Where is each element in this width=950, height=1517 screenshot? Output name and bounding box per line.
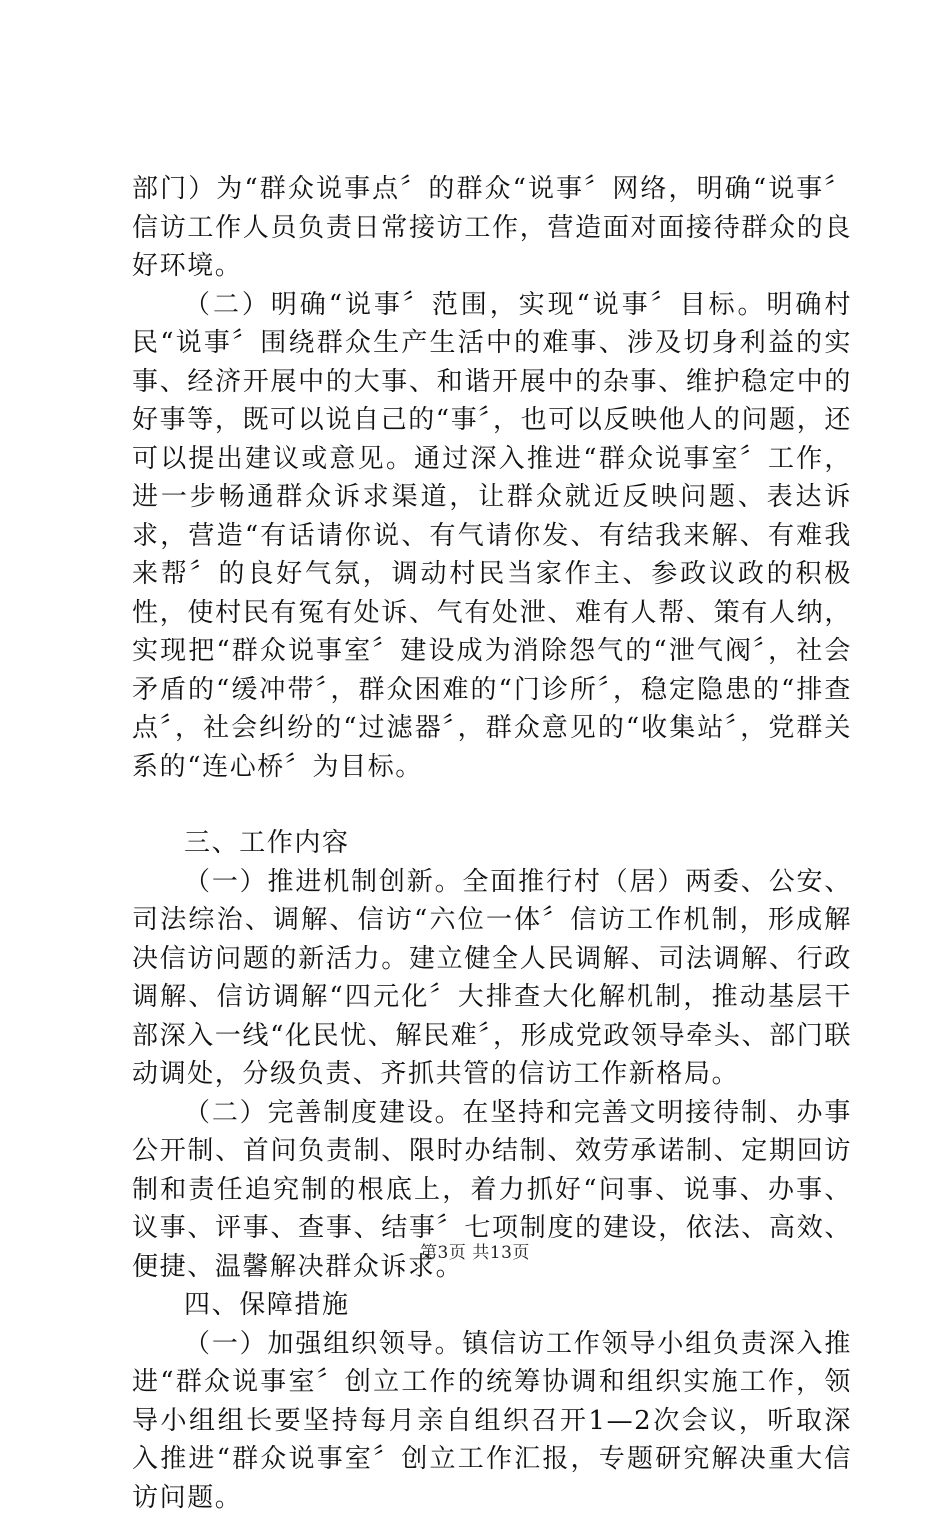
document-body (132, 170, 852, 1517)
paragraph-continuation: 部门）为“群众说事点〞的群众“说事〞网络，明确“说事〞信访工作人员负责日常接访工作，营造面对面接待群众的良好环境。 (132, 170, 852, 286)
paragraph-scope-goals: （二）明确“说事〞范围，实现“说事〞目标。明确村民“说事〞围绕群众生产生活中的难事、涉及切身利益的实事、经济开展中的大事、和谐开展中的杂事、维护稳定中的好事等，既可以说自己的“事〞，也可以反映他人的问题，还可以提出建议或意见。通过深入推进“群众说事室〞工作，进一步畅通群众诉求渠道，让群众就近反映问题、表达诉求，营造“有话请你说、有气请你发、有结我来解、有难我来帮〞的良好气氛，调动村民当家作主、参政议政的积极性，使村民有冤有处诉、气有处泄、难有人帮、策有人纳，实现把“群众说事室〞建设成为消除怨气的“泄气阀〞，社会矛盾的“缓冲带〞，群众困难的“门诊所〞，稳定隐患的“排查点〞，社会纠纷的“过滤器〞，群众意见的“收集站〞，党群关系的“连心桥〞为目标。 (132, 286, 852, 787)
paragraph-organization-leadership: （一）加强组织领导。镇信访工作领导小组负责深入推进“群众说事室〞创立工作的统筹协调和组织实施工作，领导小组组长要坚持每月亲自组织召开1—2次会议，听取深入推进“群众说事室〞创立工作汇报，专题研究解决重大信访问题。 (132, 1325, 852, 1517)
paragraph-system-building: （二）完善制度建设。在坚持和完善文明接待制、办事公开制、首问负责制、限时办结制、效劳承诺制、定期回访制和责任追究制的根底上，着力抓好“问事、说事、办事、议事、评事、查事、结事〞七项制度的建设，依法、高效、便捷、温馨解决群众诉求。 (132, 1094, 852, 1287)
paragraph-mechanism-innovation: （一）推进机制创新。全面推行村（居）两委、公安、司法综治、调解、信访“六位一体〞信访工作机制，形成解决信访问题的新活力。建立健全人民调解、司法调解、行政调解、信访调解“四元化〞大排查大化解机制，推动基层干部深入一线“化民忧、解民难〞，形成党政领导牵头、部门联动调处，分级负责、齐抓共管的信访工作新格局。 (132, 863, 852, 1094)
section-heading-work-content: 三、工作内容 (132, 824, 852, 863)
section-heading-safeguards: 四、保障措施 (132, 1286, 852, 1325)
page-footer: 第3页 共13页 (0, 1238, 950, 1263)
